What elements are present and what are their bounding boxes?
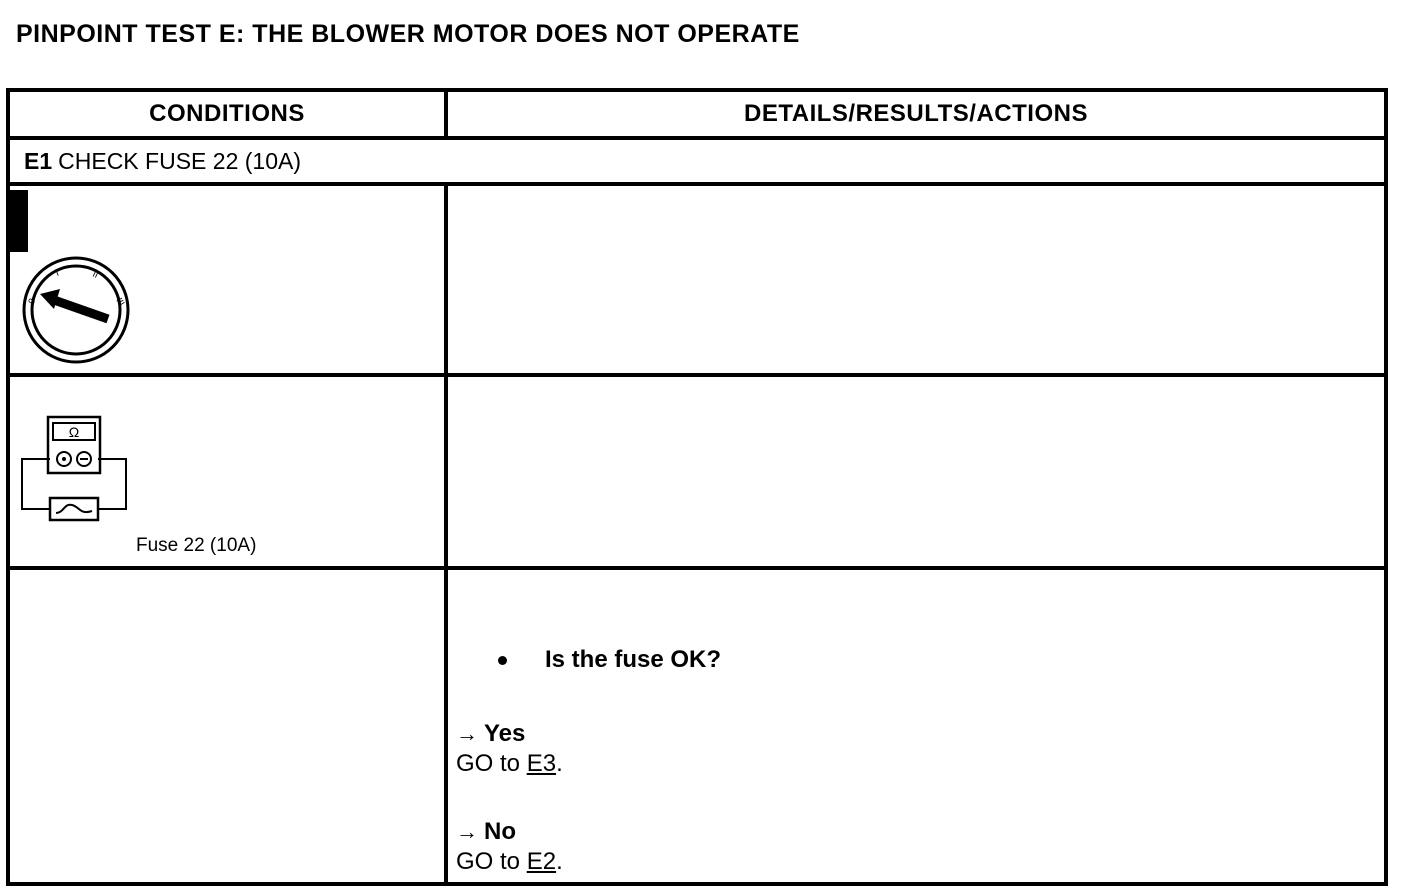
answer-yes <box>456 720 563 778</box>
ignition-switch-off-icon <box>20 254 132 366</box>
conditions-cell-question <box>10 570 448 886</box>
goto-prefix: GO to <box>456 750 521 777</box>
goto-suffix: . <box>556 848 563 875</box>
details-header: DETAILS/RESULTS/ACTIONS <box>744 100 1088 127</box>
conditions-cell-ohmmeter <box>10 377 448 566</box>
details-cell-question <box>448 570 1384 886</box>
arrow-right-icon: → <box>456 819 478 844</box>
details-header-cell <box>448 92 1384 136</box>
answer-no <box>456 818 563 876</box>
goto-suffix: . <box>556 750 563 777</box>
details-cell-ignition <box>448 186 1384 373</box>
answer-no-label: No <box>484 818 516 845</box>
table-row-question <box>10 570 1384 886</box>
bullet-icon <box>498 656 507 665</box>
answer-yes-action <box>456 750 563 778</box>
conditions-header-cell <box>10 92 448 136</box>
ignition-position-0: 0 <box>26 296 38 306</box>
conditions-cell-ignition <box>10 186 448 373</box>
ignition-position-1: I <box>54 267 61 278</box>
table-row-ohmmeter <box>10 377 1384 570</box>
step-title-row <box>10 140 1384 186</box>
answer-yes-label: Yes <box>484 720 526 747</box>
ohm-symbol: Ω <box>68 424 80 440</box>
goto-prefix: GO to <box>456 848 521 875</box>
table-header-row <box>10 92 1384 140</box>
fuse-label: Fuse 22 (10A) <box>136 535 257 556</box>
step-title: CHECK FUSE 22 (10A) <box>58 147 301 174</box>
step-id: E1 <box>24 147 53 174</box>
table-row-ignition <box>10 186 1384 377</box>
goto-e2-link[interactable]: E2 <box>526 848 557 875</box>
fuse-question <box>498 646 721 674</box>
ignition-position-3: III <box>114 296 127 308</box>
pinpoint-test-table <box>6 88 1388 886</box>
arrow-right-icon: → <box>456 721 478 746</box>
ignition-position-2: II <box>91 268 100 280</box>
answer-no-action <box>456 848 563 876</box>
ohmmeter-fuse-icon <box>20 415 130 531</box>
conditions-header: CONDITIONS <box>149 100 305 127</box>
details-cell-ohmmeter <box>448 377 1384 566</box>
goto-e3-link[interactable]: E3 <box>526 750 557 777</box>
condition-marker <box>10 190 28 252</box>
page-title: PINPOINT TEST E: THE BLOWER MOTOR DOES NOT OPERATE <box>16 20 800 48</box>
question-text: Is the fuse OK? <box>545 646 722 673</box>
